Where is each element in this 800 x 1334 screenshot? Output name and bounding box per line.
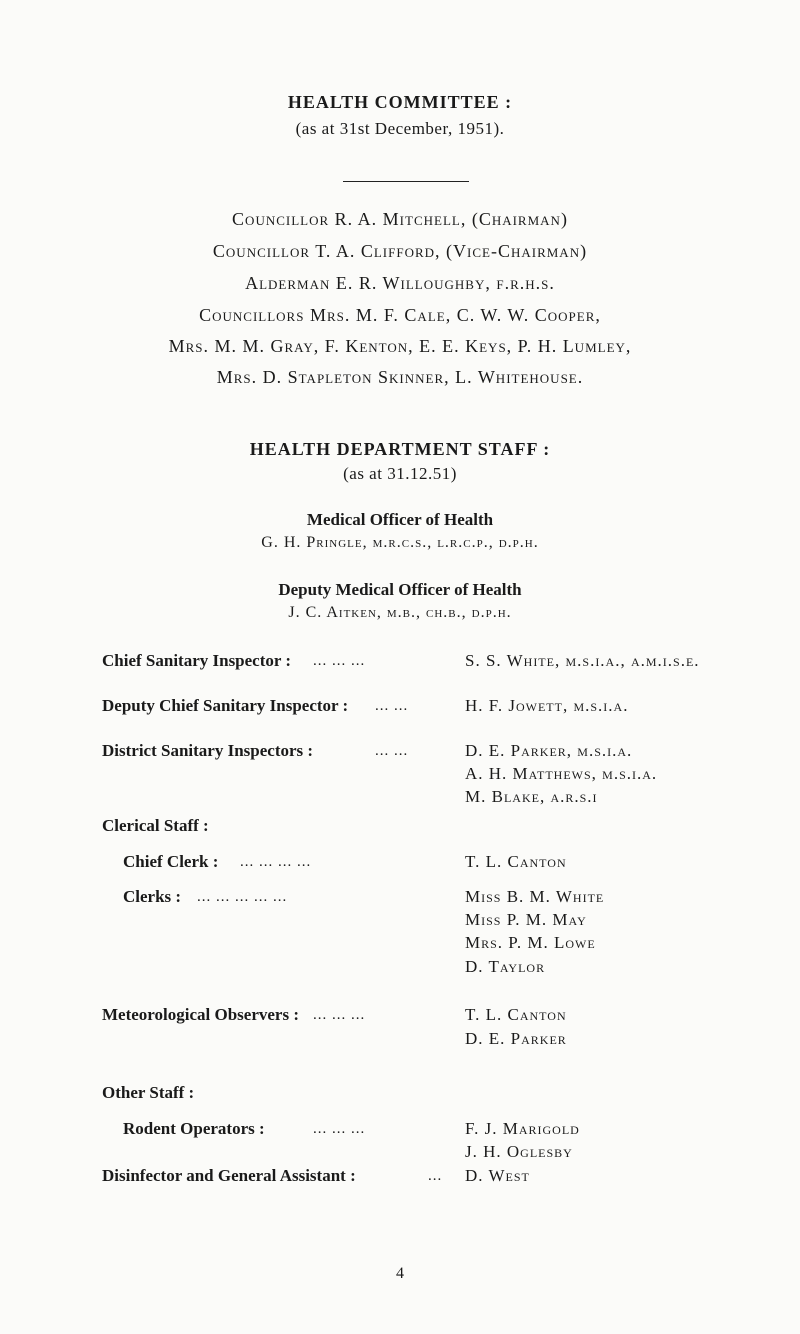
district-sanitary-inspector-name: M. Blake, a.r.s.i: [465, 787, 598, 806]
deputy-chief-sanitary-inspector-label: Deputy Chief Sanitary Inspector :: [102, 696, 349, 715]
dmoh-name: J. C. Aitken, m.b., ch.b., d.p.h.: [288, 604, 512, 621]
committee-member-line: Alderman E. R. Willoughby, f.r.h.s.: [245, 273, 555, 293]
committee-date: (as at 31st December, 1951).: [295, 119, 505, 138]
leader-dots: ...: [428, 1168, 443, 1184]
meteorological-observer-name: T. L. Canton: [465, 1005, 567, 1024]
chief-clerk-label: Chief Clerk :: [123, 852, 219, 871]
committee-member-line: Mrs. M. M. Gray, F. Kenton, E. E. Keys, P. H. Lumley,: [168, 336, 632, 356]
leader-dots: ... ...: [375, 743, 409, 759]
disinfector-name: D. West: [465, 1166, 530, 1185]
chief-sanitary-inspector-label: Chief Sanitary Inspector :: [102, 651, 292, 670]
committee-title: HEALTH COMMITTEE :: [287, 92, 513, 112]
divider-rule: [343, 181, 469, 182]
district-sanitary-inspectors-label: District Sanitary Inspectors :: [102, 741, 314, 760]
chief-sanitary-inspector-name: S. S. White, m.s.i.a., a.m.i.s.e.: [465, 651, 700, 670]
deputy-chief-sanitary-inspector-name: H. F. Jowett, m.s.i.a.: [465, 696, 629, 715]
rodent-operator-name: J. H. Oglesby: [465, 1142, 573, 1161]
page-number: 4: [396, 1265, 404, 1282]
chief-clerk-name: T. L. Canton: [465, 852, 567, 871]
other-staff-heading: Other Staff :: [102, 1083, 195, 1102]
leader-dots: ... ... ... ...: [240, 854, 312, 870]
leader-dots: ... ...: [375, 698, 409, 714]
district-sanitary-inspector-name: A. H. Matthews, m.s.i.a.: [465, 764, 658, 783]
leader-dots: ... ... ...: [313, 1007, 366, 1023]
moh-heading: Medical Officer of Health: [306, 510, 494, 529]
disinfector-label: Disinfector and General Assistant :: [102, 1166, 356, 1185]
meteorological-observers-label: Meteorological Observers :: [102, 1005, 300, 1024]
moh-name: G. H. Pringle, m.r.c.s., l.r.c.p., d.p.h.: [261, 534, 539, 551]
leader-dots: ... ... ... ... ...: [197, 889, 288, 905]
leader-dots: ... ... ...: [313, 1121, 366, 1137]
committee-member-line: Councillors Mrs. M. F. Cale, C. W. W. Cooper,: [199, 305, 601, 325]
dmoh-heading: Deputy Medical Officer of Health: [278, 580, 522, 599]
committee-member-line: Mrs. D. Stapleton Skinner, L. Whitehouse.: [216, 367, 584, 387]
committee-member-line: Councillor R. A. Mitchell, (Chairman): [232, 209, 568, 229]
clerk-name: D. Taylor: [465, 957, 546, 976]
clerks-label: Clerks :: [123, 887, 182, 906]
committee-member-line: Councillor T. A. Clifford, (Vice-Chairman): [212, 241, 588, 261]
leader-dots: ... ... ...: [313, 653, 366, 669]
clerk-name: Miss P. M. May: [465, 910, 587, 929]
meteorological-observer-name: D. E. Parker: [465, 1029, 567, 1048]
rodent-operator-name: F. J. Marigold: [465, 1119, 580, 1138]
district-sanitary-inspector-name: D. E. Parker, m.s.i.a.: [465, 741, 633, 760]
clerical-staff-heading: Clerical Staff :: [102, 816, 209, 835]
staff-date: (as at 31.12.51): [343, 464, 457, 483]
rodent-operators-label: Rodent Operators :: [123, 1119, 265, 1138]
clerk-name: Mrs. P. M. Lowe: [465, 933, 596, 952]
staff-title: HEALTH DEPARTMENT STAFF :: [249, 439, 551, 459]
clerk-name: Miss B. M. White: [465, 887, 605, 906]
